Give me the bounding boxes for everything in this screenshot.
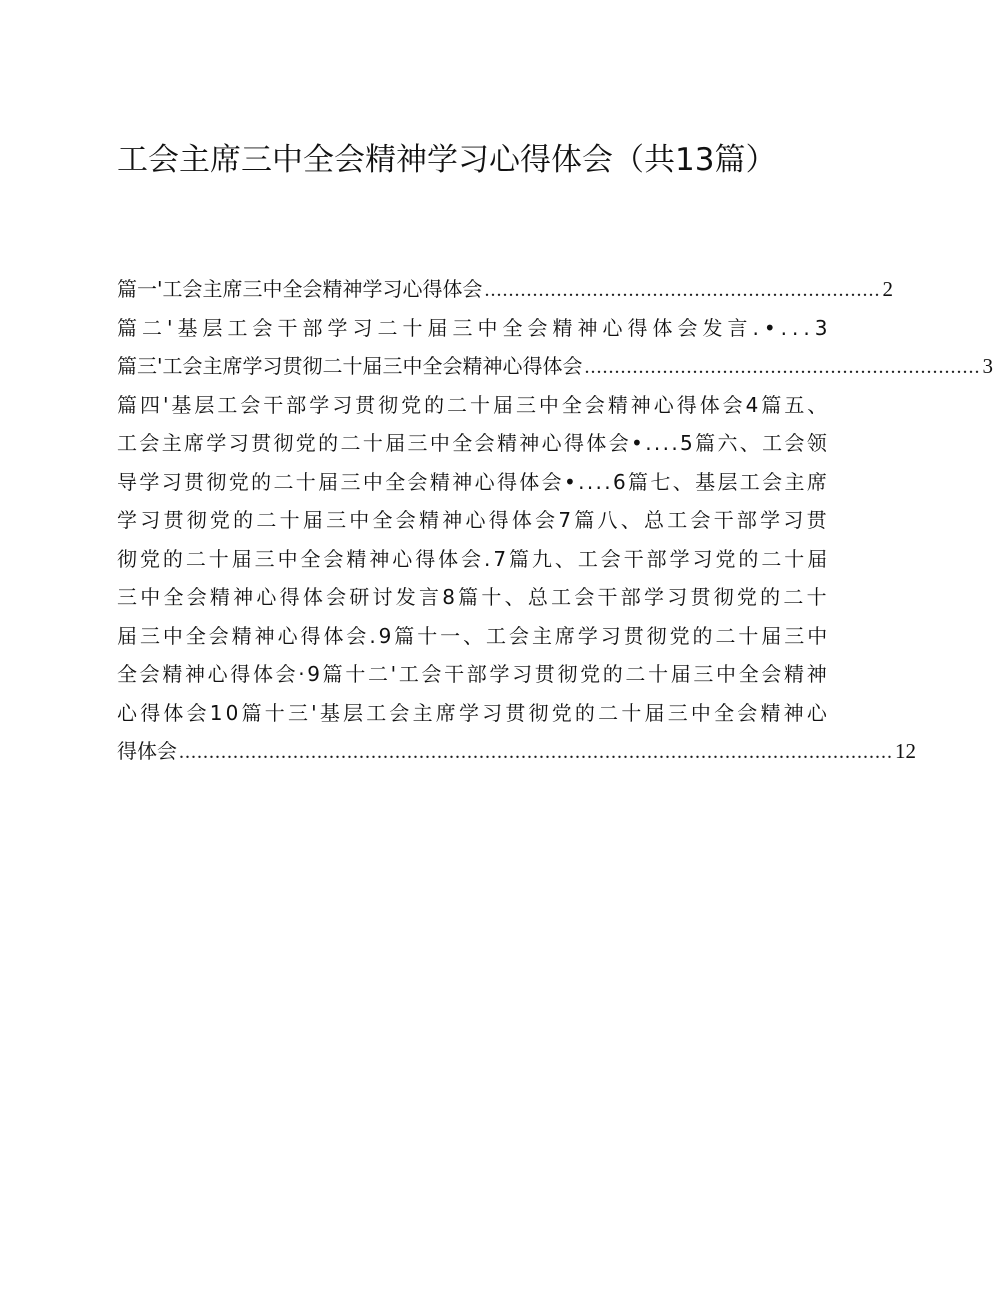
toc-line-5: 工会主席学习贯彻党的二十届三中全会精神心得体会•....5篇六、工会领 xyxy=(117,431,830,455)
toc-line-12: 心得体会10篇十三'基层工会主席学习贯彻党的二十届三中全会精神心 xyxy=(117,700,831,725)
toc-line-7: 学习贯彻党的二十届三中全会精神心得体会7篇八、总工会干部学习贯 xyxy=(117,508,830,532)
toc-leader-dots: .................................................................. xyxy=(584,356,981,378)
toc-entry-13 xyxy=(117,732,916,771)
toc-line-10: 届三中全会精神心得体会.9篇十一、工会主席学习贯彻党的二十届三中 xyxy=(117,623,831,648)
document-title: 工会主席三中全会精神学习心得体会（共13篇） xyxy=(117,142,777,178)
toc-entry-2: 篇二'基层工会干部学习二十届三中全会精神心得体会发言.•...3 xyxy=(117,315,833,340)
toc-line-9: 三中全会精神心得体会研讨发言8篇十、总工会干部学习贯彻党的二十 xyxy=(117,585,830,609)
toc-entry-3 xyxy=(117,347,993,386)
table-of-contents xyxy=(117,270,993,771)
toc-page-number: 12 xyxy=(895,739,916,763)
toc-line-8: 彻党的二十届三中全会精神心得体会.7篇九、工会干部学习党的二十届 xyxy=(117,546,831,571)
toc-line-11: 全会精神心得体会·9篇十二'工会干部学习贯彻党的二十届三中全会精神 xyxy=(117,662,830,686)
toc-leader-dots: .................................................................. xyxy=(484,279,881,301)
toc-entry-1 xyxy=(117,270,893,309)
toc-line-6: 导学习贯彻党的二十届三中全会精神心得体会•....6篇七、基层工会主席 xyxy=(117,469,830,494)
toc-leader-dots: ....................................................................................................................... xyxy=(179,741,893,763)
toc-entry-text: 得体会 xyxy=(117,739,177,763)
toc-page-number: 3 xyxy=(982,354,993,378)
toc-entry-text: 篇三'工会主席学习贯彻二十届三中全会精神心得体会 xyxy=(117,354,583,378)
toc-entry-text: 篇一'工会主席三中全会精神学习心得体会 xyxy=(117,277,483,301)
toc-page-number: 2 xyxy=(882,277,893,301)
toc-line-4: 篇四'基层工会干部学习贯彻党的二十届三中全会精神心得体会4篇五、 xyxy=(117,392,831,417)
